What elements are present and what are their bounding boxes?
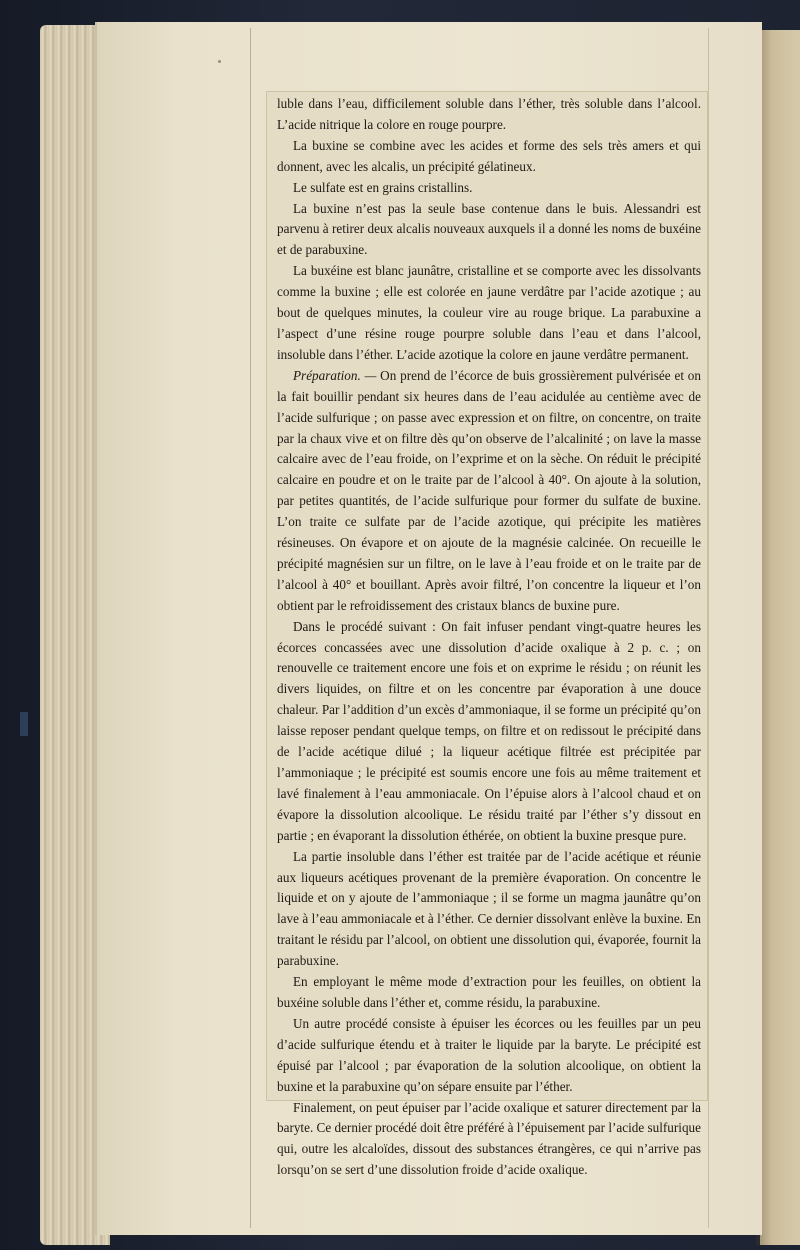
left-margin-rule: [250, 28, 251, 1228]
paragraph: La partie insoluble dans l’éther est traitée par de l’acide acétique et réunie aux liqueurs acétiques provenant de la première évaporation. On concentre le liquide et on y ajoute de l’ammoniaque ; il se forme un magma jaunâtre qu’on lave à l’eau ammoniacale et à l’éther. Ce dernier dissolvant enlève la buxine. En traitant le résidu par l’alcool, on obtient une dissolution qui, évaporée, fournit la parabuxine.: [277, 848, 701, 969]
paragraph: La buxéine est blanc jaunâtre, cristalline et se comporte avec les dissolvants comme la buxine ; elle est colorée en jaune verdâtre par l’acide azotique ; au bout de quelques minutes, la couleur vire au rouge brique. La parabuxine a l’aspect d’une résine rouge pourpre soluble dans l’eau et dans l’alcool, insoluble dans l’éther. L’acide azotique la colore en jaune verdâtre permanent.: [277, 263, 701, 362]
paragraph: La buxine n’est pas la seule base contenue dans le buis. Alessandri est parvenu à retirer deux alcalis nouveaux auxquels il a donné les noms de buxéine et de parabuxine.: [277, 200, 701, 258]
paragraph: Un autre procédé consiste à épuiser les écorces ou les feuilles par un peu d’acide sulfurique étendu et à traiter le liquide par la baryte. Le précipité est épuisé par l’alcool ; par évaporation de la solution alcoolique, on obtient la buxine et la parabuxine qu’on sépare ensuite par l’éther.: [277, 1015, 701, 1094]
clipping-text-body: [277, 94, 701, 1181]
paragraph: luble dans l’eau, difficilement soluble dans l’éther, très soluble dans l’alcool. L’acide nitrique la colore en rouge pourpre.: [277, 96, 701, 132]
paragraph: Le sulfate est en grains cristallins.: [293, 179, 473, 195]
pin-hole: [218, 60, 221, 63]
next-page-edge: [760, 30, 800, 1245]
preparation-text: On prend de l’écorce de buis grossièrement pulvérisée et on la fait bouillir pendant six heures dans de l’eau acidulée au centième avec de l’acide sulfurique ; on passe avec expression et on filtre, on concentre, on traite par la chaux vive et on filtre dès qu’on observe de l’alcalinité ; on lave la masse calcaire avec de l’eau froide, on l’exprime et on la sèche. On réduit le précipité calcaire en poudre et on le traite par de l’alcool à 40°. On ajoute à la solution, par petites quantités, de l’acide sulfurique pour former du sulfate de buxine. L’on traite ce sulfate par de l’acide azotique, qui précipite les matières résineuses. On évapore et on ajoute de la magnésie calcinée. On recueille le précipité magnésien sur un filtre, on le lave à l’eau froide et on le traite par de l’alcool à 40° et bouillant. Après avoir filtré, l’on concentre la liqueur et l’on obtient par le refroidissement des cristaux blancs de buxine pure.: [277, 367, 701, 613]
preparation-label: Préparation. —: [293, 367, 377, 383]
paragraph: Dans le procédé suivant : On fait infuser pendant vingt-quatre heures les écorces concassées avec une dissolution d’acide oxalique à 2 p. c. ; on renouvelle ce traitement encore une fois et on exprime le résidu ; on réunit les divers liquides, on filtre et on les concentre par évaporation à une douce chaleur. Par l’addition d’un excès d’ammoniaque, il se forme un précipité qu’on laisse reposer pendant quelque temps, on filtre et on redissout le précipité dans de l’acide acétique dilué ; la liqueur acétique filtrée est précipitée par l’ammoniaque ; le précipité est soumis encore une fois au même traitement et lavé finalement à l’eau ammoniacale. On l’épuise alors à l’alcool chaud et on évapore la dissolution alcoolique. Le résidu traité par l’éther s’y dissout en partie ; en évaporant la dissolution éthérée, on obtient la buxine presque pure.: [277, 618, 701, 843]
right-margin-rule: [708, 28, 709, 1228]
paragraph-preparation: [277, 366, 701, 617]
bookmark-tab: [20, 712, 28, 736]
paragraph: Finalement, on peut épuiser par l’acide oxalique et saturer directement par la baryte. Ce dernier procédé doit être préféré à l’épuisement par l’acide sulfurique qui, outre les alcaloïdes, dissout des substances étrangères, ce qui n’arrive pas lorsqu’on se sert d’une dissolution froide d’acide oxalique.: [277, 1099, 701, 1178]
paragraph: La buxine se combine avec les acides et forme des sels très amers et qui donnent, avec les alcalis, un précipité gélatineux.: [277, 137, 701, 174]
paragraph: En employant le même mode d’extraction pour les feuilles, on obtient la buxéine soluble dans l’éther et, comme résidu, la parabuxine.: [277, 974, 701, 1010]
